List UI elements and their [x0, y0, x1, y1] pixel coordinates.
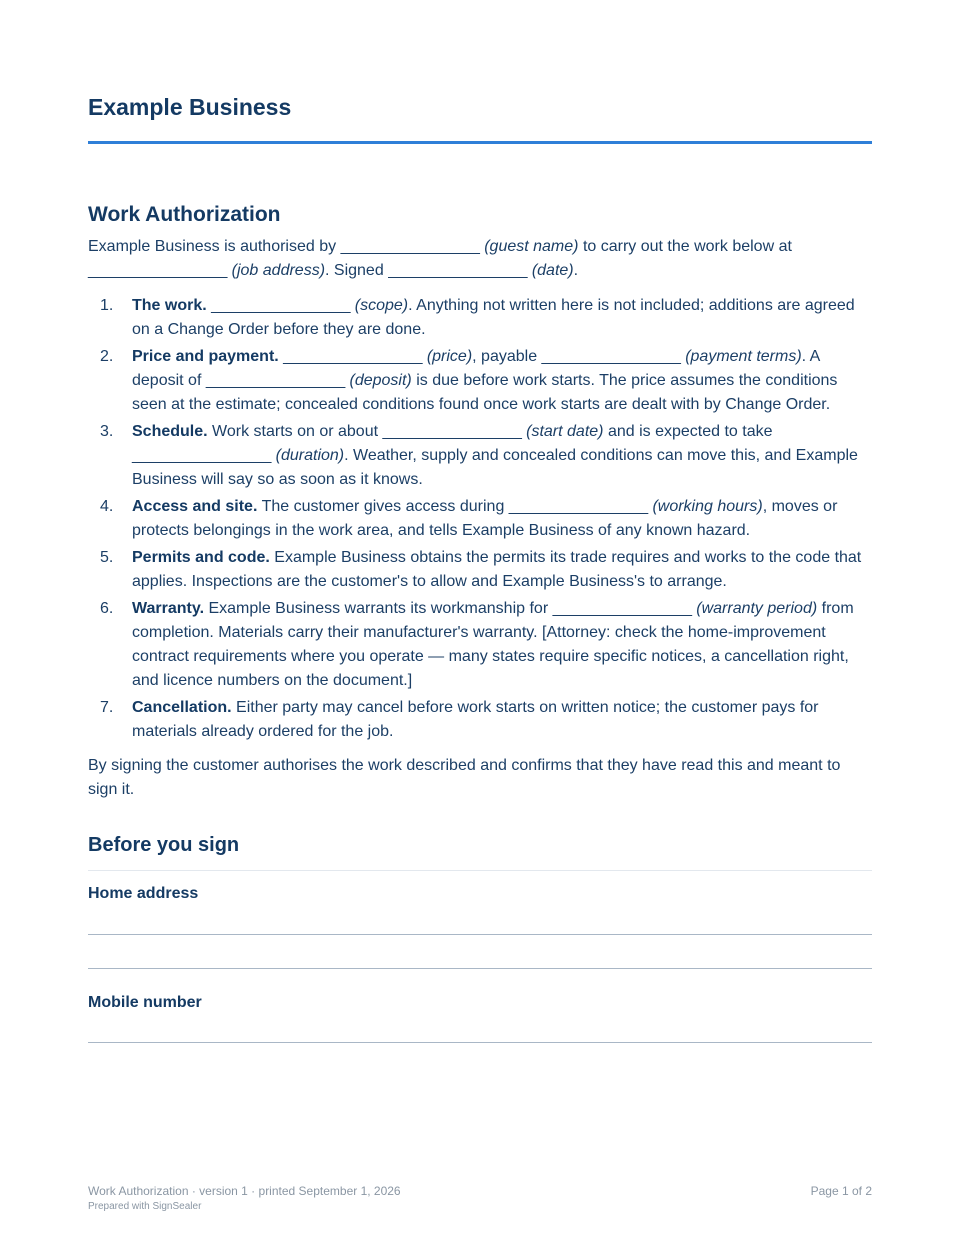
duration-hint: (duration)	[275, 447, 345, 464]
duration-blank: ________________	[132, 447, 272, 464]
term-number: 5.	[100, 549, 114, 566]
term-number: 1.	[100, 297, 114, 314]
date-hint: (date)	[531, 262, 574, 279]
section-divider	[88, 870, 872, 871]
working-hours-blank: ________________	[508, 498, 648, 515]
home-address-line-2[interactable]	[88, 968, 872, 969]
term-item	[88, 495, 872, 543]
term-item	[88, 420, 872, 492]
home-address-line-1[interactable]	[88, 934, 872, 935]
mobile-number-label: Mobile number	[88, 994, 202, 1011]
term-title: Warranty.	[132, 600, 205, 617]
term-item	[88, 345, 872, 417]
warranty-period-hint: (warranty period)	[696, 600, 818, 617]
intro-text: . Signed	[325, 262, 384, 279]
warranty-period-blank: ________________	[552, 600, 692, 617]
term-item	[88, 294, 872, 342]
term-text: . A deposit of	[132, 348, 820, 389]
price-hint: (price)	[426, 348, 473, 365]
intro-text: Example Business is authorised by	[88, 238, 337, 255]
document-title: Work Authorization	[88, 203, 281, 226]
term-number: 3.	[100, 423, 114, 440]
term-text: Example Business warrants its workmanship for	[208, 600, 549, 617]
intro-text: .	[573, 262, 579, 279]
term-text: Example Business obtains the permits its trade requires and works to the code that applies. Inspections are the customer's to allow and Example Business's to arrange.	[132, 549, 862, 590]
intro-paragraph	[88, 235, 872, 283]
guest-name-blank: ________________	[340, 238, 480, 255]
price-blank: ________________	[283, 348, 423, 365]
term-text: . Anything not written here is not included; additions are agreed on a Change Order before they are done.	[132, 297, 855, 338]
date-blank: ________________	[388, 262, 528, 279]
footer-page-number: Page 1 of 2	[810, 1184, 872, 1198]
footer-document-info: Work Authorization · version 1 · printed September 1, 2026	[88, 1184, 401, 1198]
term-number: 4.	[100, 498, 114, 515]
term-item	[88, 696, 872, 744]
term-title: Schedule.	[132, 423, 208, 440]
job-address-blank: ________________	[88, 262, 228, 279]
deposit-blank: ________________	[205, 372, 346, 389]
term-title: Price and payment.	[132, 348, 279, 365]
start-date-blank: ________________	[382, 423, 522, 440]
guest-name-hint: (guest name)	[484, 238, 579, 255]
term-number: 6.	[100, 600, 114, 617]
term-text: , moves or protects belongings in the work area, and tells Example Business of any known hazard.	[132, 498, 838, 539]
start-date-hint: (start date)	[526, 423, 604, 440]
home-address-label: Home address	[88, 885, 199, 902]
before-you-sign-heading: Before you sign	[88, 834, 240, 856]
term-text: and is expected to take	[607, 423, 773, 440]
footer-prepared-with: Prepared with SignSealer	[88, 1201, 202, 1212]
scope-blank: ________________	[211, 297, 351, 314]
intro-text: to carry out the work below at	[582, 238, 792, 255]
term-text: Work starts on or about	[212, 423, 379, 440]
header-divider	[88, 141, 872, 144]
term-text: from completion. Materials carry their manufacturer's warranty. [Attorney: check the home-improvement contract requirements where you operate — many states require specific notices, a cancellation right, and licence numbers on the document.]	[132, 600, 854, 689]
terms-list	[88, 294, 872, 747]
payment-terms-hint: (payment terms)	[685, 348, 802, 365]
term-text: Either party may cancel before work starts on written notice; the customer pays for materials already ordered for the job.	[132, 699, 819, 740]
term-text: , payable	[472, 348, 538, 365]
term-title: Cancellation.	[132, 699, 232, 716]
term-number: 7.	[100, 699, 114, 716]
term-title: Access and site.	[132, 498, 258, 515]
term-text: The customer gives access during	[261, 498, 505, 515]
scope-hint: (scope)	[354, 297, 409, 314]
document-page	[88, 0, 872, 1242]
term-number: 2.	[100, 348, 114, 365]
term-item	[88, 597, 872, 693]
closing-paragraph: By signing the customer authorises the work described and confirms that they have read this and meant to sign it.	[88, 757, 841, 798]
term-text: . Weather, supply and concealed conditions can move this, and Example Business will say so as soon as it knows.	[132, 447, 858, 488]
term-text: is due before work starts. The price assumes the conditions seen at the estimate; concealed conditions found once work starts are dealt with by Change Order.	[132, 372, 838, 413]
payment-terms-blank: ________________	[541, 348, 681, 365]
term-title: Permits and code.	[132, 549, 270, 566]
term-item	[88, 546, 872, 594]
deposit-hint: (deposit)	[349, 372, 412, 389]
working-hours-hint: (working hours)	[652, 498, 763, 515]
mobile-number-line[interactable]	[88, 1042, 872, 1043]
business-name: Example Business	[88, 94, 292, 120]
term-title: The work.	[132, 297, 207, 314]
job-address-hint: (job address)	[231, 262, 326, 279]
